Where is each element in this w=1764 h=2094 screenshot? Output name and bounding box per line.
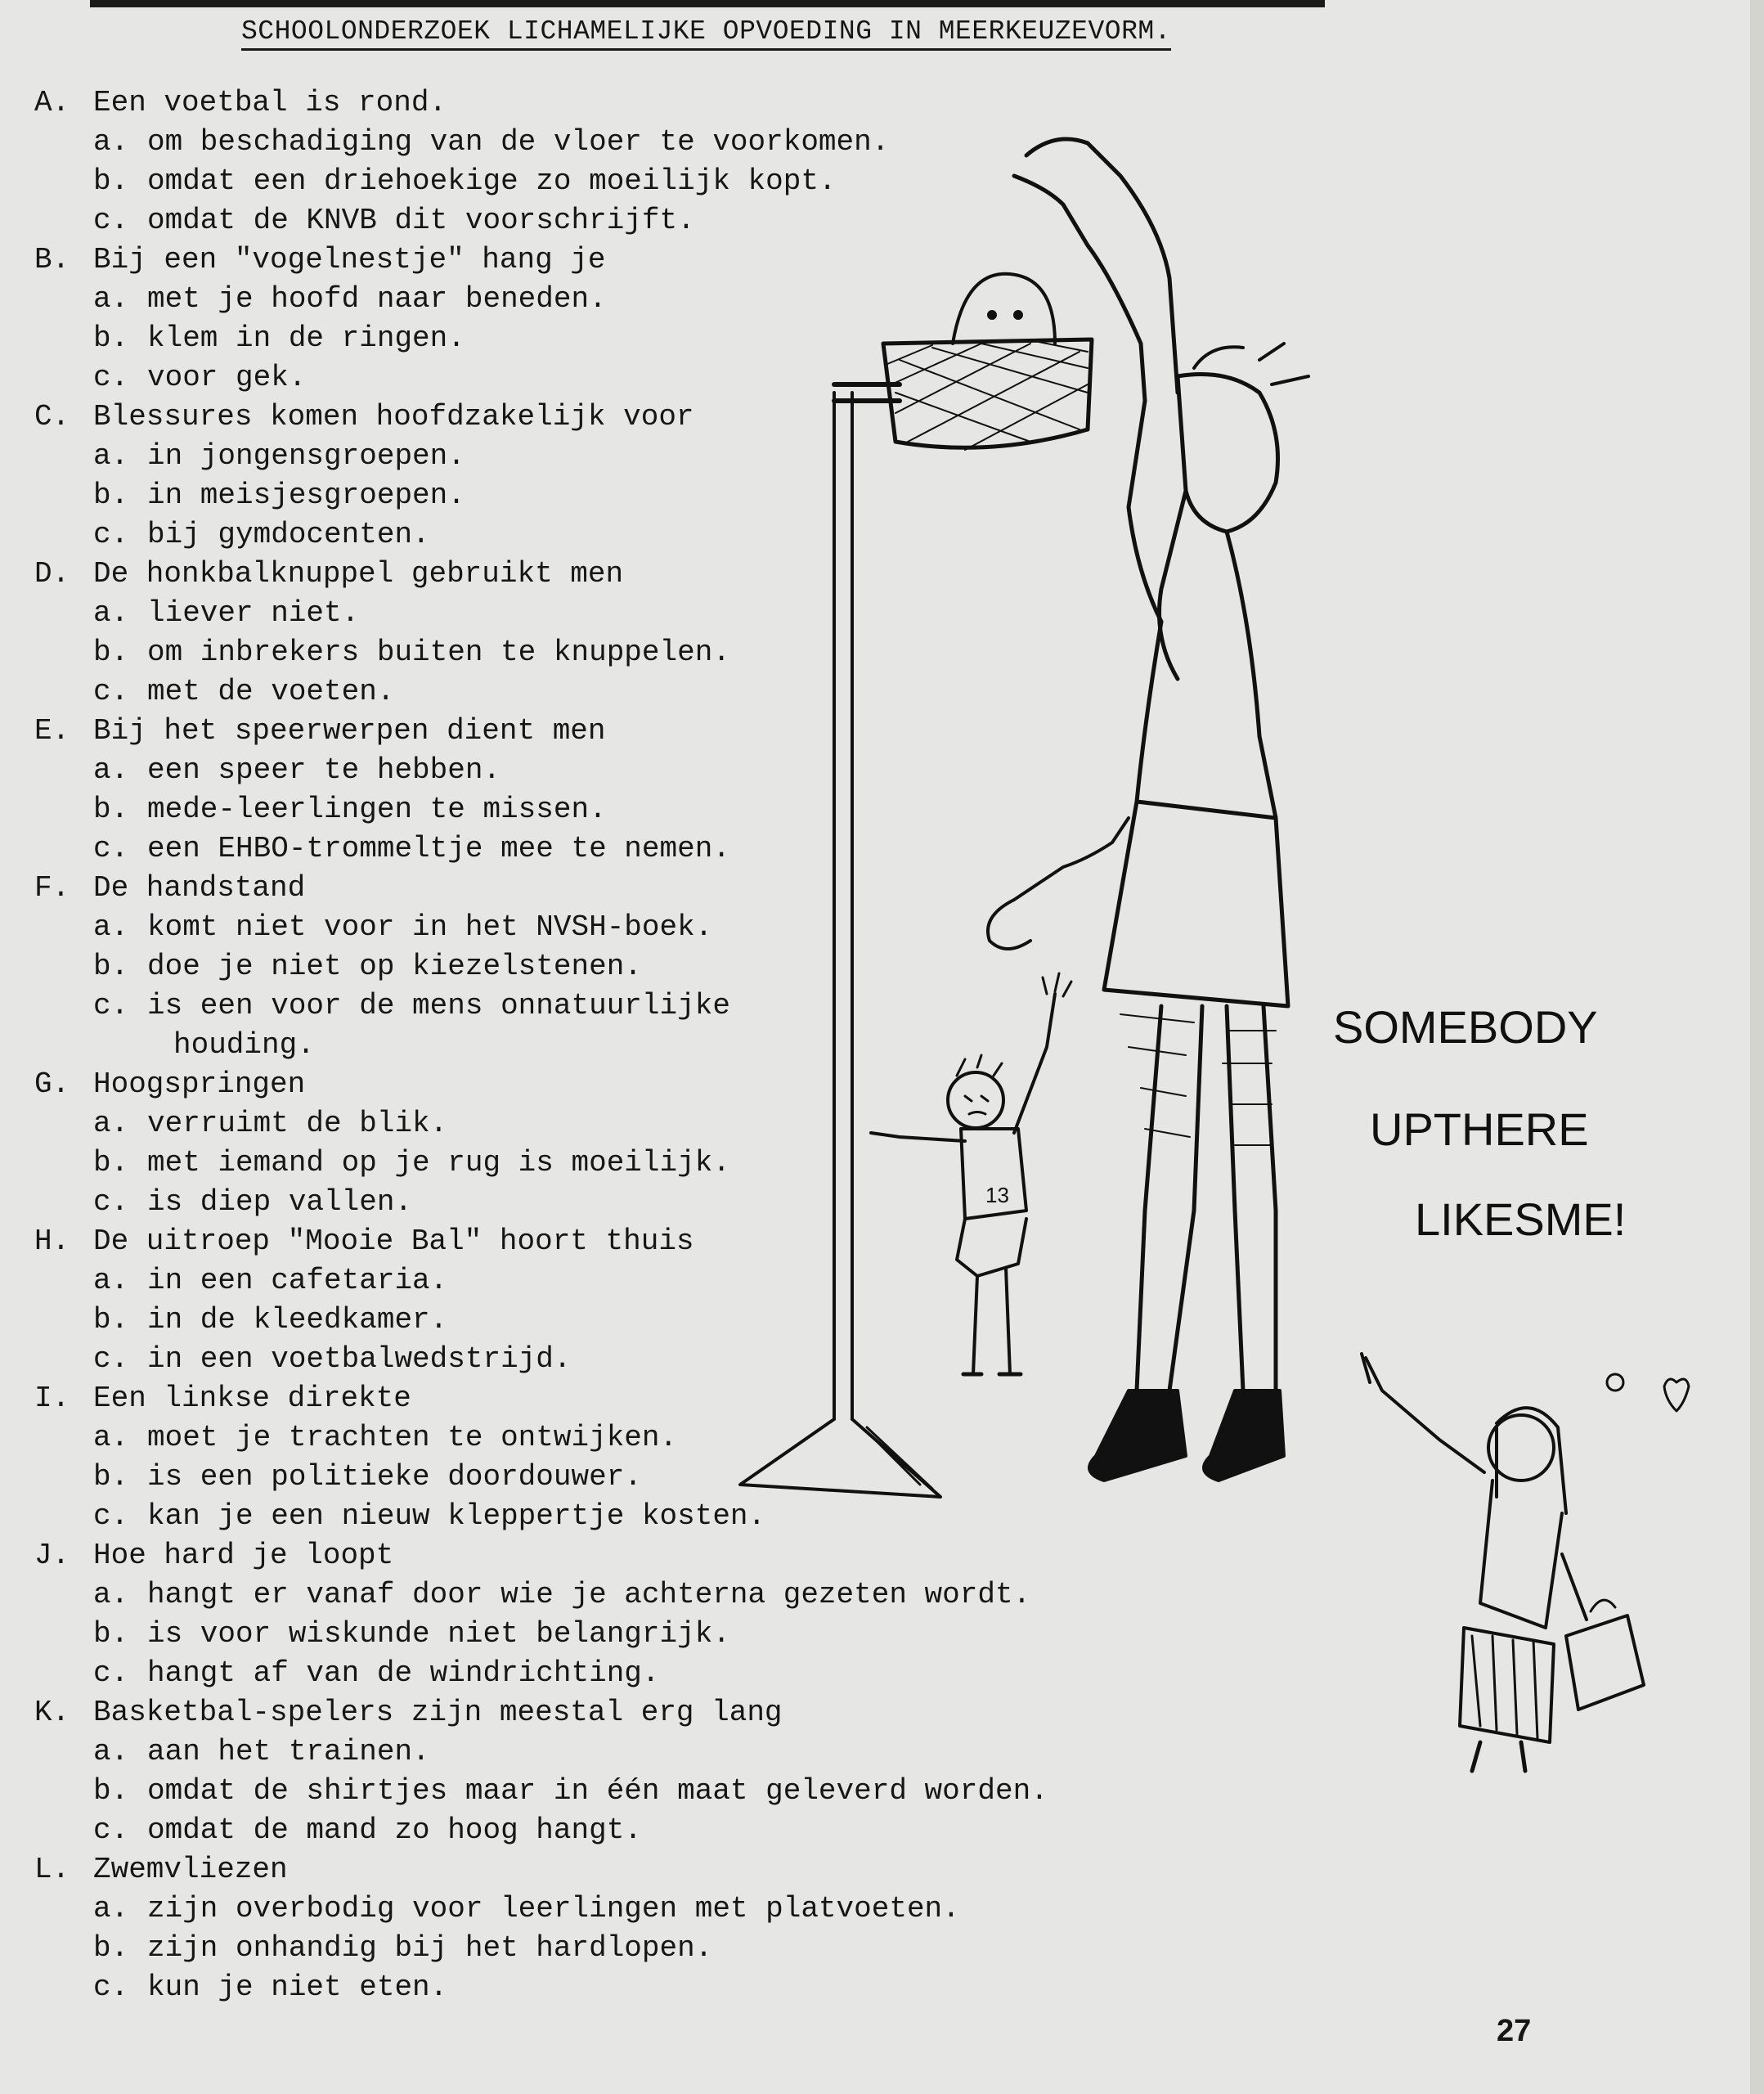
question — [34, 1850, 1048, 1890]
option-list — [34, 1890, 1048, 2007]
small-boy — [871, 973, 1071, 1374]
option-text: aan het trainen. — [147, 1735, 430, 1768]
option-letter: b. — [93, 1303, 129, 1337]
option-text: is een voor de mens onnatuurlijke — [147, 989, 730, 1022]
question-letter: I. — [34, 1382, 70, 1415]
option-letter: b. — [93, 636, 129, 669]
option-letter: a. — [93, 910, 129, 944]
option-text: hangt er vanaf door wie je achterna gezeten wordt. — [147, 1578, 1031, 1611]
option-text: kun je niet eten. — [147, 1970, 448, 2004]
option-text: een EHBO-trommeltje mee te nemen. — [147, 832, 730, 865]
option-letter: c. — [93, 675, 129, 708]
option-letter: c. — [93, 989, 129, 1022]
option-letter: b. — [93, 479, 129, 512]
option-text: verruimt de blik. — [147, 1107, 448, 1140]
option-letter: c. — [93, 1499, 129, 1533]
option-text: omdat de shirtjes maar in één maat geleverd worden. — [147, 1774, 1048, 1808]
question-text: Een linkse direkte — [93, 1382, 411, 1415]
option-text: is diep vallen. — [147, 1185, 413, 1219]
page-title: SCHOOLONDERZOEK LICHAMELIJKE OPVOEDING IN MEERKEUZEVORM. — [241, 16, 1171, 51]
option-text: in een cafetaria. — [147, 1264, 448, 1297]
question-letter: K. — [34, 1696, 70, 1729]
question-text: Blessures komen hoofdzakelijk voor — [93, 400, 694, 434]
option-letter: a. — [93, 439, 129, 473]
option-text: omdat de KNVB dit voorschrijft. — [147, 204, 695, 237]
jersey-number: 13 — [985, 1183, 1009, 1207]
question-text: De uitroep "Mooie Bal" hoort thuis — [93, 1224, 694, 1258]
answer-option — [34, 1929, 1048, 1968]
answer-option — [34, 1968, 1048, 2007]
option-letter: a. — [93, 1107, 129, 1140]
question-letter: E. — [34, 714, 70, 748]
option-text-continued: houding. — [173, 1028, 315, 1062]
option-text: in de kleedkamer. — [147, 1303, 448, 1337]
option-letter: c. — [93, 1656, 129, 1690]
question-text: Bij een "vogelnestje" hang je — [93, 243, 606, 276]
answer-option — [34, 1890, 1048, 1929]
question-text: Basketbal-spelers zijn meestal erg lang — [93, 1696, 783, 1729]
question-letter: F. — [34, 871, 70, 905]
option-text: voor gek. — [147, 361, 307, 394]
caption-line-3: LIKESME! — [1415, 1193, 1627, 1245]
caption-line-1: SOMEBODY — [1333, 1001, 1598, 1053]
basket-pole — [740, 384, 940, 1497]
option-text: bij gymdocenten. — [147, 518, 430, 551]
option-text: zijn overbodig voor leerlingen met platvoeten. — [147, 1892, 960, 1925]
option-letter: b. — [93, 1146, 129, 1180]
option-letter: c. — [93, 832, 129, 865]
option-letter: b. — [93, 1617, 129, 1651]
option-letter: a. — [93, 1735, 129, 1768]
girl-figure — [1362, 1354, 1689, 1771]
question-text: Zwemvliezen — [93, 1853, 288, 1886]
option-letter: b. — [93, 1460, 129, 1494]
question-text: Bij het speerwerpen dient men — [93, 714, 606, 748]
option-text: zijn onhandig bij het hardlopen. — [147, 1931, 713, 1965]
option-text: komt niet voor in het NVSH-boek. — [147, 910, 713, 944]
basket — [883, 274, 1092, 450]
option-text: mede-leerlingen te missen. — [147, 793, 607, 826]
option-letter: a. — [93, 596, 129, 630]
option-letter: a. — [93, 753, 129, 787]
question-letter: H. — [34, 1224, 70, 1258]
top-rule — [90, 0, 1325, 7]
question-letter: L. — [34, 1853, 70, 1886]
option-text: klem in de ringen. — [147, 321, 465, 355]
option-letter: b. — [93, 1774, 129, 1808]
option-text: met de voeten. — [147, 675, 395, 708]
speech-caption — [1333, 1001, 1626, 1245]
option-text: in een voetbalwedstrijd. — [147, 1342, 572, 1376]
option-text: in jongensgroepen. — [147, 439, 465, 473]
option-letter: a. — [93, 1578, 129, 1611]
option-text: kan je een nieuw kleppertje kosten. — [147, 1499, 766, 1533]
option-letter: c. — [93, 204, 129, 237]
option-text: omdat de mand zo hoog hangt. — [147, 1813, 642, 1847]
option-letter: c. — [93, 1342, 129, 1376]
question-letter: G. — [34, 1067, 70, 1101]
option-text: liever niet. — [147, 596, 360, 630]
page-number: 27 — [1497, 2014, 1532, 2048]
option-text: hangt af van de windrichting. — [147, 1656, 660, 1690]
basketball-cartoon — [720, 115, 1734, 1832]
question-letter: J. — [34, 1539, 70, 1572]
page-edge — [1750, 0, 1764, 2094]
option-text: is een politieke doordouwer. — [147, 1460, 642, 1494]
option-letter: c. — [93, 1970, 129, 2004]
option-letter: b. — [93, 950, 129, 983]
option-letter: c. — [93, 361, 129, 394]
question-letter: D. — [34, 557, 70, 591]
option-text: om beschadiging van de vloer te voorkomen. — [147, 125, 890, 159]
question-text: De honkbalknuppel gebruikt men — [93, 557, 624, 591]
option-letter: b. — [93, 1931, 129, 1965]
option-text: met je hoofd naar beneden. — [147, 282, 607, 316]
option-letter: c. — [93, 1185, 129, 1219]
option-text: doe je niet op kiezelstenen. — [147, 950, 642, 983]
option-letter: a. — [93, 1421, 129, 1454]
caption-line-2: UPTHERE — [1370, 1103, 1589, 1155]
option-text: om inbrekers buiten te knuppelen. — [147, 636, 730, 669]
option-text: met iemand op je rug is moeilijk. — [147, 1146, 730, 1180]
question-text: Hoogspringen — [93, 1067, 306, 1101]
option-letter: b. — [93, 321, 129, 355]
option-letter: c. — [93, 1813, 129, 1847]
option-text: een speer te hebben. — [147, 753, 501, 787]
option-text: omdat een driehoekige zo moeilijk kopt. — [147, 164, 837, 198]
question-text: Hoe hard je loopt — [93, 1539, 394, 1572]
option-letter: a. — [93, 1892, 129, 1925]
option-letter: a. — [93, 282, 129, 316]
option-letter: c. — [93, 518, 129, 551]
option-text: is voor wiskunde niet belangrijk. — [147, 1617, 730, 1651]
question-letter: A. — [34, 86, 70, 119]
question-letter: C. — [34, 400, 70, 434]
option-letter: b. — [93, 793, 129, 826]
option-text: in meisjesgroepen. — [147, 479, 465, 512]
option-letter: b. — [93, 164, 129, 198]
question-letter: B. — [34, 243, 70, 276]
question-text: De handstand — [93, 871, 306, 905]
option-text: moet je trachten te ontwijken. — [147, 1421, 678, 1454]
option-letter: a. — [93, 1264, 129, 1297]
option-letter: a. — [93, 125, 129, 159]
question-text: Een voetbal is rond. — [93, 86, 447, 119]
